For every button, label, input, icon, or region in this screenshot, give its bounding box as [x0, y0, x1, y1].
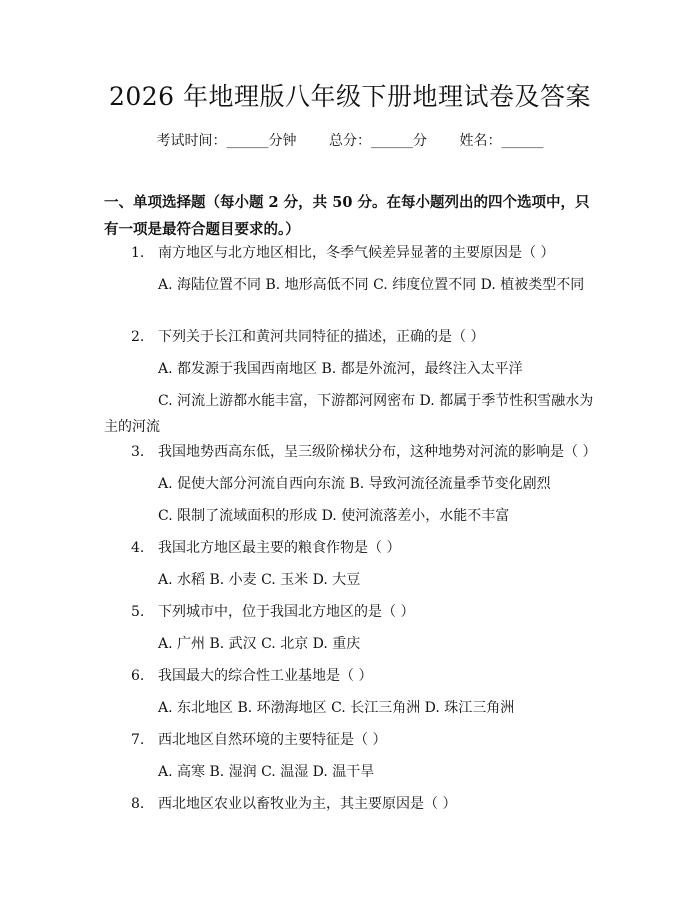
exam-time-field: 考试时间：______分钟 — [156, 133, 297, 149]
question-options: A. 东北地区 B. 环渤海地区 C. 长江三角洲 D. 珠江三角洲 — [158, 700, 515, 716]
total-score-field: 总分：______分 — [329, 133, 427, 149]
question-options: A. 海陆位置不同 B. 地形高低不同 C. 纬度位置不同 D. 植被类型不同 — [158, 277, 585, 293]
student-name-field: 姓名：______ — [459, 133, 544, 149]
question-stem — [104, 727, 600, 753]
question-options: A. 都发源于我国西南地区 B. 都是外流河，最终注入太平洋 — [158, 361, 523, 377]
question-number: 6. — [131, 668, 145, 684]
question-stem — [104, 324, 600, 350]
exam-info-line — [0, 131, 700, 151]
question-text: 南方地区与北方地区相比，冬季气候差异显著的主要原因是（ ） — [158, 245, 555, 261]
question-text: 下列城市中，位于我国北方地区的是（ ） — [158, 604, 415, 620]
question-2 — [104, 324, 600, 440]
question-options: A. 广州 B. 武汉 C. 北京 D. 重庆 — [158, 636, 361, 652]
question-number: 1. — [131, 245, 145, 261]
question-stem — [104, 599, 600, 625]
question-text: 西北地区农业以畜牧业为主，其主要原因是（ ） — [158, 796, 457, 812]
question-5 — [104, 599, 600, 657]
section-heading: 一、单项选择题（每小题 2 分，共 50 分。在每小题列出的四个选项中，只有一项是最符合题目要求的。） — [104, 194, 590, 238]
question-number: 3. — [131, 444, 145, 460]
question-text: 我国地势西高东低，呈三级阶梯状分布，这种地势对河流的影响是（ ） — [158, 444, 597, 460]
question-6 — [104, 663, 600, 721]
question-stem — [104, 240, 600, 266]
question-1 — [104, 240, 600, 298]
question-options: A. 水稻 B. 小麦 C. 玉米 D. 大豆 — [158, 572, 361, 588]
question-7 — [104, 727, 600, 785]
page-title: 2026 年地理版八年级下册地理试卷及答案 — [108, 82, 592, 111]
question-options: A. 促使大部分河流自西向东流 B. 导致河流径流量季节变化剧烈 — [158, 476, 551, 492]
question-options: C. 限制了流域面积的形成 D. 使河流落差小，水能不丰富 — [158, 508, 510, 524]
question-4 — [104, 535, 600, 593]
question-number: 7. — [131, 732, 145, 748]
question-8 — [104, 791, 600, 817]
question-stem — [104, 439, 600, 465]
question-text: 西北地区自然环境的主要特征是（ ） — [158, 732, 387, 748]
question-stem — [104, 791, 600, 817]
question-text: 我国北方地区最主要的粮食作物是（ ） — [158, 540, 401, 556]
question-options: C. 河流上游都水能丰富，下游都河网密布 D. 都属于季节性积雪融水为主的河流 — [104, 393, 594, 435]
question-text: 下列关于长江和黄河共同特征的描述，正确的是（ ） — [158, 329, 485, 345]
question-number: 8. — [131, 796, 145, 812]
question-3 — [104, 439, 600, 529]
question-number: 4. — [131, 540, 145, 556]
question-number: 5. — [131, 604, 145, 620]
question-number: 2. — [131, 329, 145, 345]
question-text: 我国最大的综合性工业基地是（ ） — [158, 668, 373, 684]
question-stem — [104, 535, 600, 561]
question-stem — [104, 663, 600, 689]
question-options: A. 高寒 B. 湿润 C. 温湿 D. 温干旱 — [158, 764, 375, 780]
